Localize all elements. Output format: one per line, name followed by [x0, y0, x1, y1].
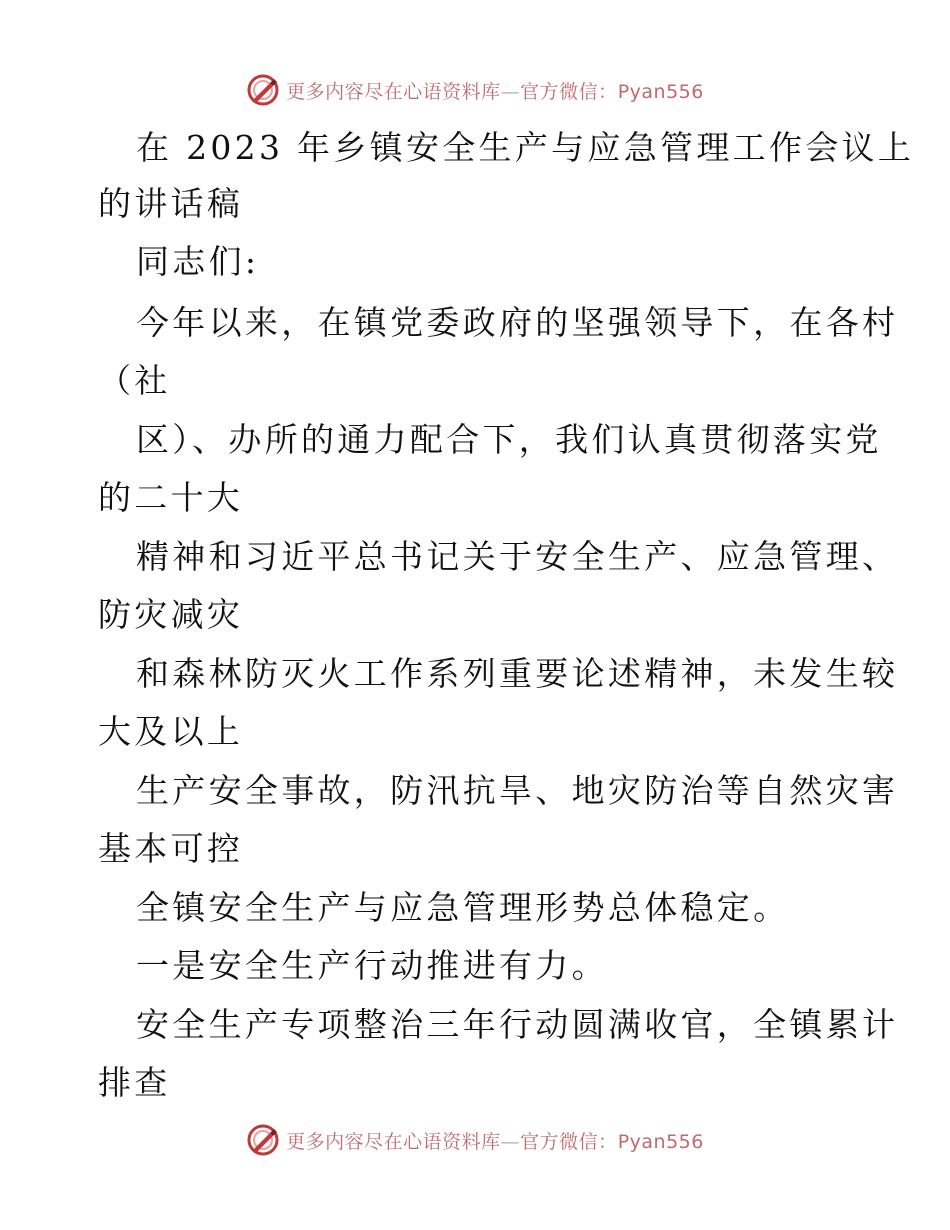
watermark-text: 更多内容尽在心语资料库 — [286, 1130, 501, 1153]
paragraph-line: 排查 — [98, 1063, 171, 1102]
section-heading: 一是安全生产行动推进有力。 — [136, 946, 608, 985]
paragraph-line: 精神和习近平总书记关于安全生产、应急管理、 — [136, 537, 899, 576]
document-title-line-1: 在 2023 年乡镇安全生产与应急管理工作会议上 — [136, 128, 915, 167]
watermark-label: 官方微信： — [520, 80, 618, 103]
paragraph-line: 基本可控 — [98, 829, 244, 868]
watermark-account: Pyan556 — [617, 1130, 704, 1153]
paragraph-line: 大及以上 — [98, 712, 244, 751]
paragraph-line: 的二十大 — [98, 478, 244, 517]
watermark-account: Pyan556 — [617, 80, 704, 103]
watermark-separator: — — [500, 80, 521, 103]
watermark-banner-bottom — [0, 1120, 950, 1160]
paragraph-line: 今年以来，在镇党委政府的坚强领导下，在各村 — [136, 303, 899, 342]
pen-logo-icon — [246, 1123, 280, 1157]
document-title-line-2: 的讲话稿 — [98, 184, 244, 223]
watermark-separator: — — [500, 1130, 521, 1153]
paragraph-line: 和森林防灭火工作系列重要论述精神，未发生较 — [136, 654, 899, 693]
salutation: 同志们: — [136, 242, 260, 281]
paragraph-line: （社 — [98, 361, 171, 400]
paragraph-line: 安全生产专项整治三年行动圆满收官，全镇累计 — [136, 1005, 899, 1044]
paragraph-line: 防灾减灾 — [98, 595, 244, 634]
watermark-text: 更多内容尽在心语资料库 — [286, 80, 501, 103]
paragraph-line: 区）、办所的通力配合下，我们认真贯彻落实党 — [136, 420, 882, 459]
paragraph-line: 全镇安全生产与应急管理形势总体稳定。 — [136, 888, 790, 927]
watermark-label: 官方微信： — [520, 1130, 618, 1153]
paragraph-line: 生产安全事故，防汛抗旱、地灾防治等自然灾害 — [136, 771, 899, 810]
